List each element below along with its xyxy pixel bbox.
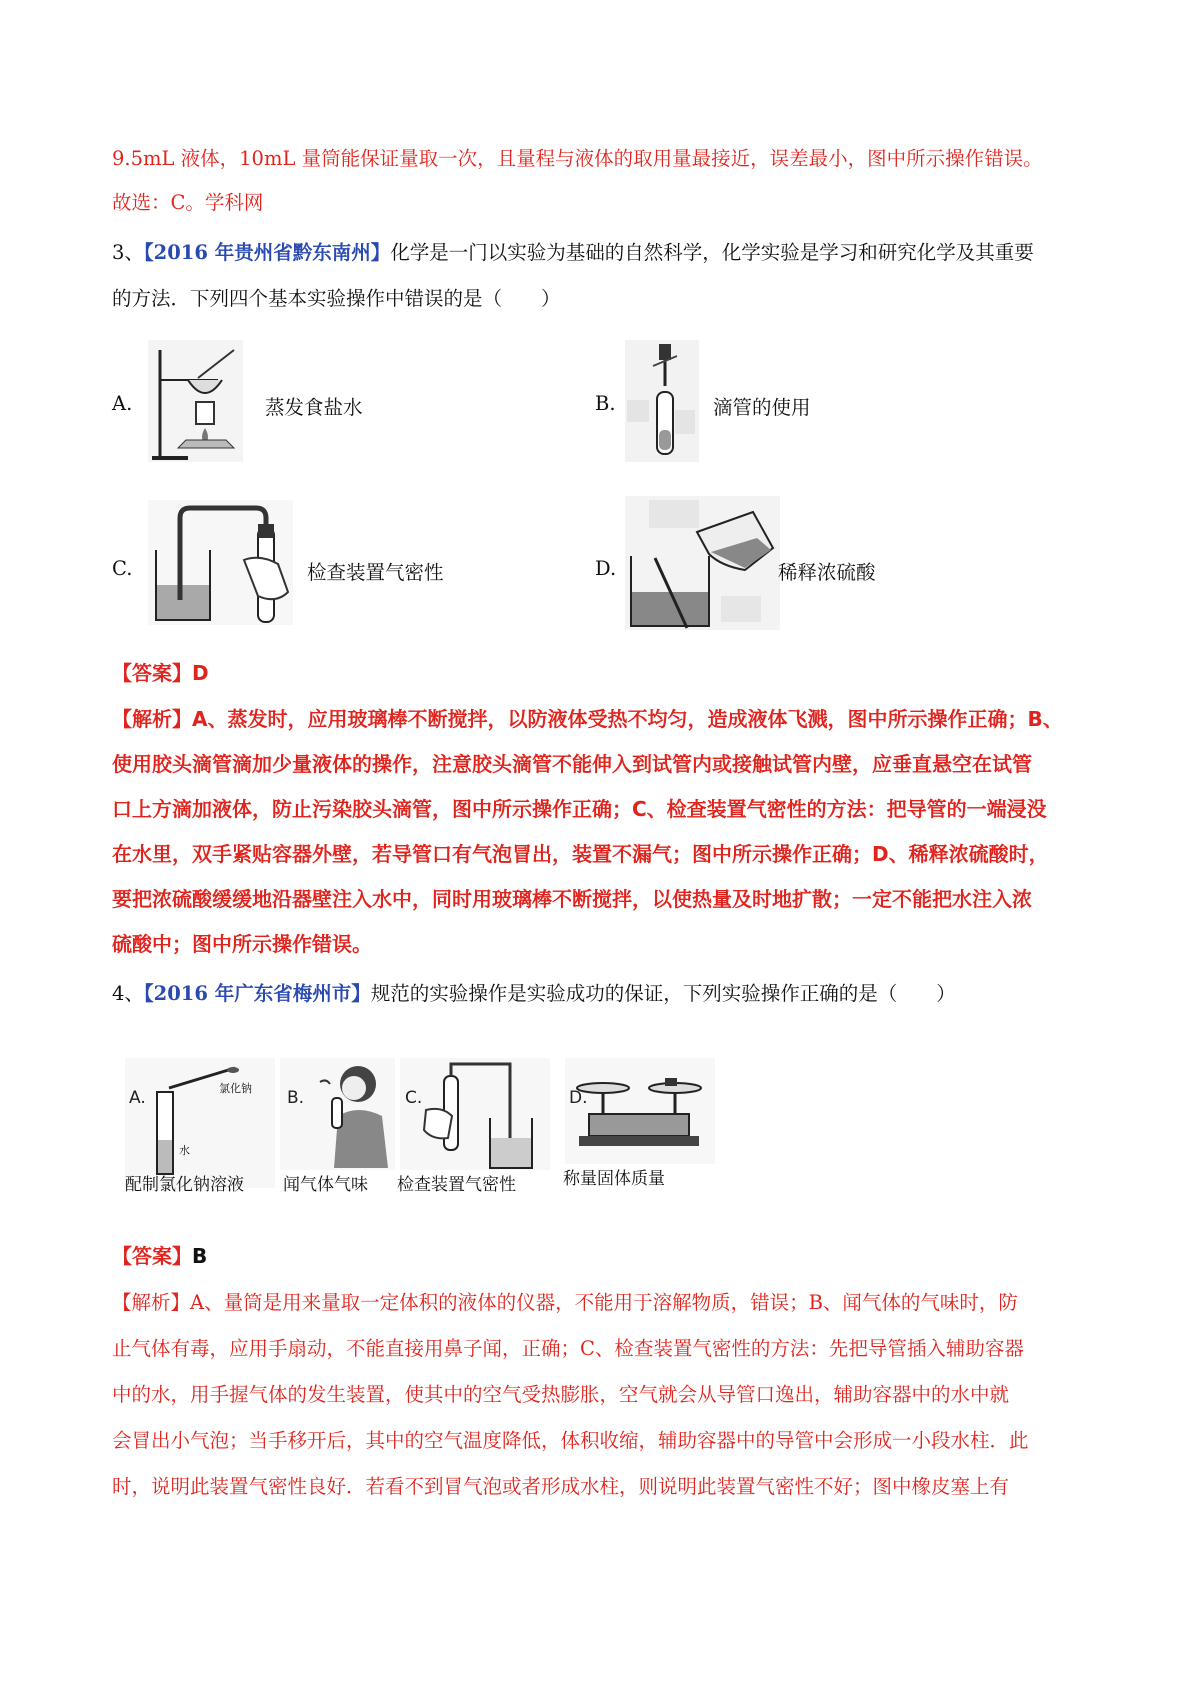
prev-solution-line-2: 故选：C。学科网 [112,191,264,214]
gas-tightness-figure-2 [400,1058,550,1170]
dissolve-in-cylinder-figure [125,1058,275,1188]
q3-stem-text-1: 化学是一门以实验为基础的自然科学，化学实验是学习和研究化学及其重要 [390,241,1034,264]
balance-figure [565,1058,715,1164]
smell-gas-figure [280,1058,395,1170]
q4-number: 4、 [112,982,144,1005]
dilute-acid-figure [625,496,780,630]
q3-option-c-label: 检查装置气密性 [307,561,444,584]
q4-option-b-caption: 闻气体气味 [283,1175,368,1195]
q3-analysis-line-2: 使用胶头滴管滴加少量液体的操作，注意胶头滴管不能伸入到试管内或接触试管内壁，应垂直悬空在试管 [112,752,1032,776]
q4-analysis-line-1: 【解析】A、量筒是用来量取一定体积的液体的仪器，不能用于溶解物质，错误；B、闻气体的气味时，防 [112,1291,1018,1314]
q4-option-b-letter: B. [287,1088,305,1108]
q4-figure-strip [125,1058,750,1203]
q3-answer-tag: 【答案】 [112,661,192,685]
q3-source: 【2016 年贵州省黔东南州】 [143,241,391,264]
q4-answer-tag: 【答案】 [112,1244,192,1268]
q4-analysis-line-5: 时，说明此装置气密性良好．若看不到冒气泡或者形成水柱，则说明此装置气密性不好；图中橡皮塞上有 [112,1475,1010,1498]
q3-stem-line-1 [112,237,1034,265]
q3-number: 3、 [112,241,144,264]
q4-option-d-letter: D. [569,1088,588,1108]
q3-option-a-label: 蒸发食盐水 [265,396,363,419]
q3-option-a-letter: A. [112,392,133,415]
gas-tightness-figure [148,500,293,625]
q4-option-d-caption: 称量固体质量 [563,1169,665,1189]
q4-option-a-tag-1: 氯化钠 [219,1082,252,1095]
q3-option-b-letter: B. [595,392,616,415]
q4-answer [112,1240,207,1269]
q3-analysis-line-5: 要把浓硫酸缓缓地沿器壁注入水中，同时用玻璃棒不断搅拌，以使热量及时地扩散；一定不能把水注入浓 [112,887,1032,911]
q4-option-a-tag-2: 水 [179,1144,190,1157]
q4-analysis-line-4: 会冒出小气泡；当手移开后，其中的空气温度降低，体积收缩，辅助容器中的导管中会形成一小段水柱．此 [112,1429,1029,1452]
q4-source: 【2016 年广东省梅州市】 [143,982,371,1005]
prev-solution-line-1: 9.5mL 液体，10mL 量筒能保证量取一次，且量程与液体的取用量最接近，误差最小，图中所示操作错误。 [112,147,1043,170]
q4-analysis-line-2: 止气体有毒，应用手扇动，不能直接用鼻子闻，正确；C、检查装置气密性的方法：先把导管插入辅助容器 [112,1337,1024,1360]
q4-answer-value: B [192,1244,208,1268]
q4-stem [112,978,956,1006]
q3-option-d-letter: D. [595,557,617,580]
q3-analysis-line-1: 【解析】A、蒸发时，应用玻璃棒不断搅拌，以防液体受热不均匀，造成液体飞溅，图中所示操作正确；B、 [112,707,1063,731]
q3-stem-line-2: 的方法．下列四个基本实验操作中错误的是（ ） [112,287,561,310]
q4-option-a-letter: A. [129,1088,146,1108]
q3-analysis-line-6: 硫酸中；图中所示操作错误。 [112,932,372,956]
q3-analysis-line-4: 在水里，双手紧贴容器外壁，若导管口有气泡冒出，装置不漏气；图中所示操作正确；D、稀释浓硫酸时， [112,842,1049,866]
q4-option-a-caption: 配制氯化钠溶液 [125,1175,244,1195]
q3-option-c-letter: C. [112,557,133,580]
dropper-figure [625,340,699,462]
q4-analysis-line-3: 中的水，用手握气体的发生装置，使其中的空气受热膨胀，空气就会从导管口逸出，辅助容器中的水中就 [112,1383,1010,1406]
q4-stem-text: 规范的实验操作是实验成功的保证，下列实验操作正确的是（ ） [370,982,956,1005]
q3-analysis-line-3: 口上方滴加液体，防止污染胶头滴管，图中所示操作正确；C、检查装置气密性的方法：把导管的一端浸没 [112,797,1047,821]
q4-option-c-caption: 检查装置气密性 [397,1175,516,1195]
q3-option-d-label: 稀释浓硫酸 [778,561,876,584]
q3-option-b-label: 滴管的使用 [713,396,811,419]
evaporation-figure [148,340,243,462]
q3-answer-value: D [192,661,209,685]
q3-answer [112,657,209,686]
q4-option-c-letter: C. [405,1088,423,1108]
